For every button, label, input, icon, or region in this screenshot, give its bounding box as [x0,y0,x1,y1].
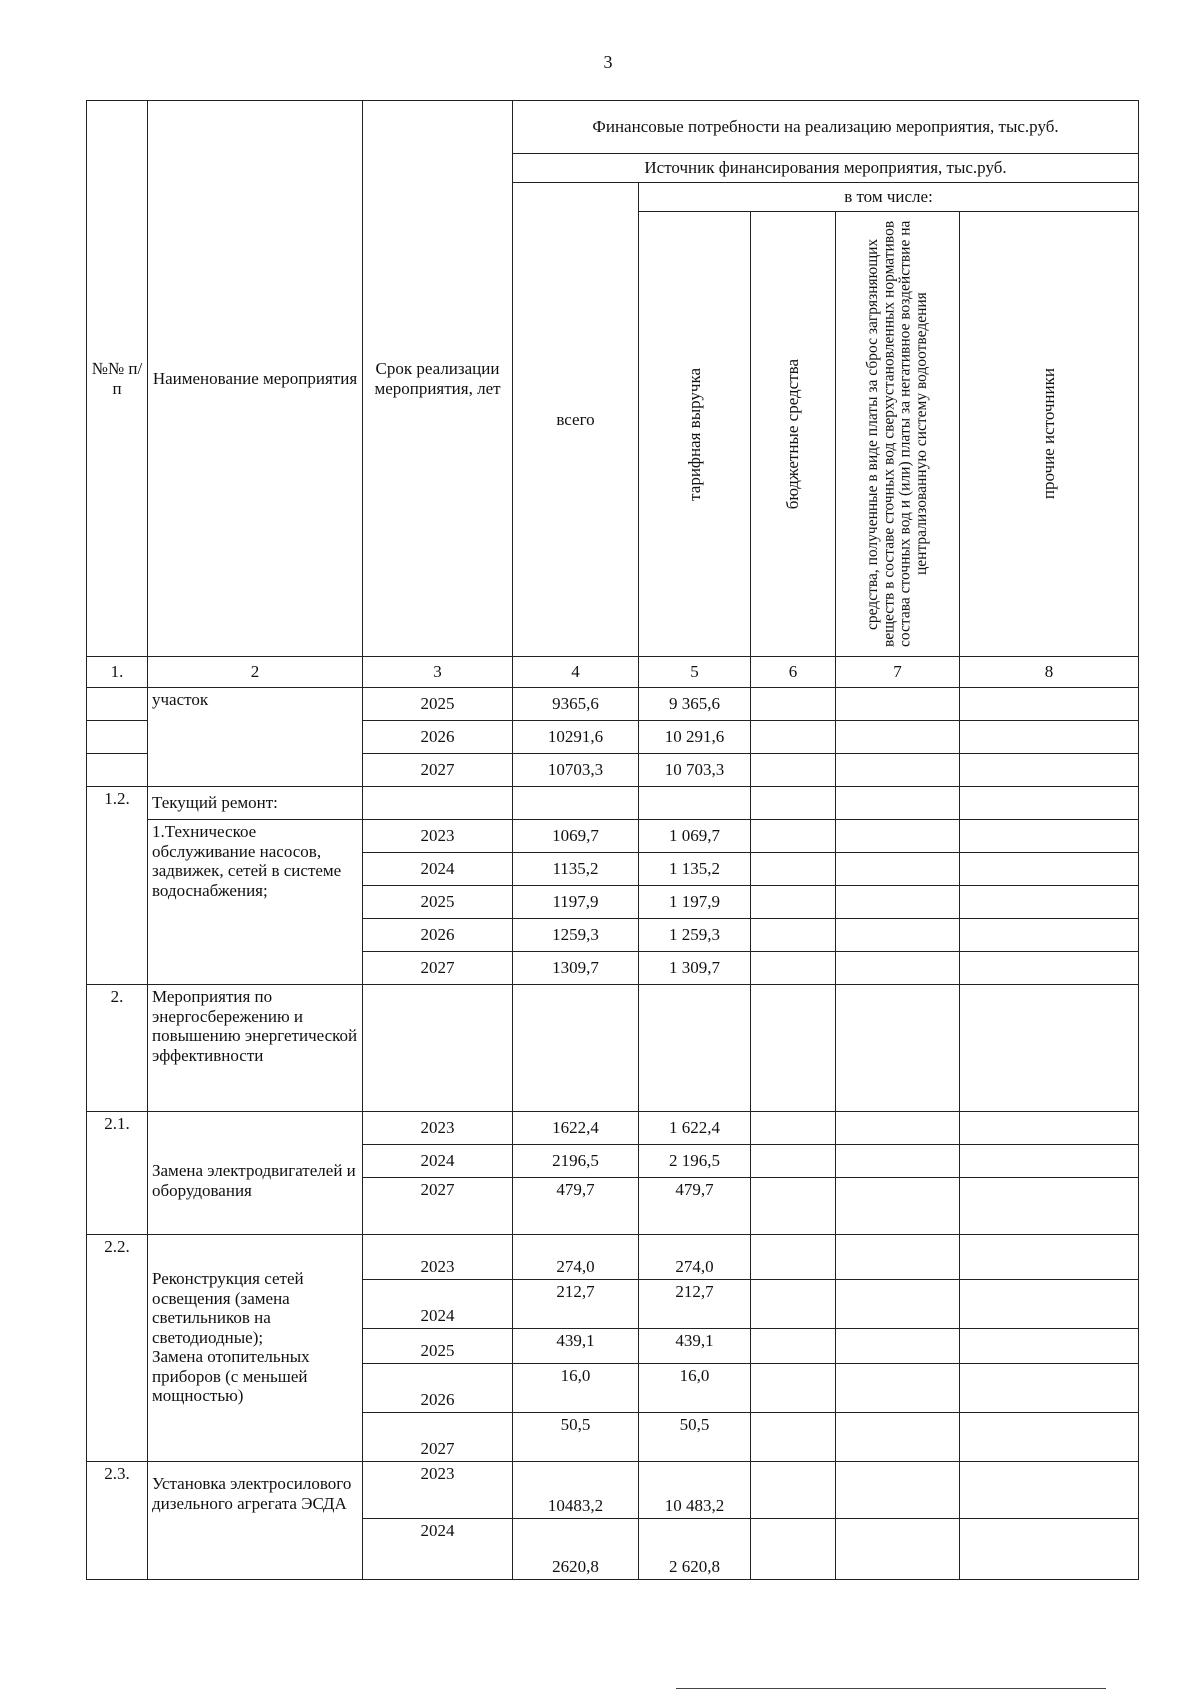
total-cell: 1622,4 [513,1112,639,1145]
total-cell: 10291,6 [513,721,639,754]
fees-cell [836,1519,960,1580]
other-cell [960,1462,1139,1519]
budget-cell [751,919,836,952]
total-cell: 50,5 [513,1413,639,1462]
year-cell: 2027 [363,1413,513,1462]
total-cell: 16,0 [513,1364,639,1413]
budget-cell [751,1329,836,1364]
other-cell [960,1329,1139,1364]
col-term-header: Срок реализации мероприятия, лет [363,101,513,657]
fees-cell [836,1329,960,1364]
col-no-4: 4 [513,657,639,688]
col-no-1: 1. [87,657,148,688]
table-row [87,985,1139,1112]
year-cell: 2027 [363,952,513,985]
fees-cell [836,1280,960,1329]
fees-cell [836,919,960,952]
table-row [87,688,1139,721]
total-header: всего [513,183,639,657]
other-cell [960,1145,1139,1178]
year-cell: 2024 [363,1519,513,1580]
fees-cell [836,952,960,985]
name-cell: Мероприятия по энергосбережению и повышению энергетической эффективности [148,985,363,1112]
page-number: 3 [603,52,613,72]
fees-cell [836,721,960,754]
fees-cell [836,688,960,721]
header-row-1 [87,101,1139,154]
tariff-cell: 1 309,7 [639,952,751,985]
budget-cell [751,688,836,721]
name-part-b: Замена отопительных приборов (с меньшей мощностью) [152,1347,310,1406]
year-cell [363,787,513,820]
col-no-5: 5 [639,657,751,688]
other-cell [960,1364,1139,1413]
tariff-cell: 1 259,3 [639,919,751,952]
fees-cell [836,1413,960,1462]
num-cell: 1.2. [87,787,148,985]
year-cell: 2025 [363,688,513,721]
tariff-cell: 2 620,8 [639,1519,751,1580]
table-row [87,820,1139,853]
other-header-text: прочие источники [1039,368,1059,500]
tariff-cell: 50,5 [639,1413,751,1462]
tariff-cell [639,787,751,820]
num-cell [87,688,148,721]
num-cell: 2. [87,985,148,1112]
num-cell [87,754,148,787]
budget-cell [751,1280,836,1329]
other-cell [960,985,1139,1112]
total-cell: 274,0 [513,1235,639,1280]
tariff-cell: 16,0 [639,1364,751,1413]
num-cell: 2.3. [87,1462,148,1580]
in-that-header: в том числе: [639,183,1139,212]
name-cell: участок [148,688,363,787]
tariff-cell: 9 365,6 [639,688,751,721]
col-no-2: 2 [148,657,363,688]
fees-header-text: средства, полученные в виде платы за сброс загрязняющих веществ в составе сточных вод сверхустановленных нормативов состава сточных вод и (или) платы за негативное воздействие на централизованную систему водоотведения [863,220,930,648]
year-cell [363,985,513,1112]
year-cell: 2025 [363,1329,513,1364]
year-cell: 2023 [363,820,513,853]
other-cell [960,886,1139,919]
budget-cell [751,1462,836,1519]
budget-cell [751,1145,836,1178]
other-cell [960,1413,1139,1462]
other-cell [960,1112,1139,1145]
total-cell: 2620,8 [513,1519,639,1580]
footer-rule [676,1688,1106,1689]
total-cell: 2196,5 [513,1145,639,1178]
fees-cell [836,1364,960,1413]
budget-cell [751,1364,836,1413]
col-name-header: Наименование мероприятия [148,101,363,657]
num-cell [87,721,148,754]
total-cell [513,985,639,1112]
budget-cell [751,1235,836,1280]
budget-cell [751,1519,836,1580]
name-cell: Замена электродвигателей и оборудования [148,1112,363,1235]
total-cell: 1197,9 [513,886,639,919]
fees-cell [836,1178,960,1235]
fees-cell [836,985,960,1112]
budget-cell [751,886,836,919]
year-cell: 2024 [363,853,513,886]
fees-cell [836,754,960,787]
other-cell [960,820,1139,853]
tariff-cell: 274,0 [639,1235,751,1280]
fees-cell [836,787,960,820]
table-row [87,787,1139,820]
year-cell: 2026 [363,919,513,952]
budget-cell [751,853,836,886]
name-cell: Текущий ремонт: [148,787,363,820]
total-cell: 479,7 [513,1178,639,1235]
budget-cell [751,952,836,985]
fees-header [836,212,960,657]
name-cell: Установка электросилового дизельного агрегата ЭСДА [148,1462,363,1580]
tariff-cell [639,985,751,1112]
year-cell: 2027 [363,1178,513,1235]
year-cell: 2025 [363,886,513,919]
fees-cell [836,1112,960,1145]
total-cell: 212,7 [513,1280,639,1329]
budget-cell [751,1178,836,1235]
source-header: Источник финансирования мероприятия, тыс.руб. [513,154,1139,183]
total-cell [513,787,639,820]
budget-header-text: бюджетные средства [783,358,803,510]
total-cell: 10483,2 [513,1462,639,1519]
other-cell [960,688,1139,721]
tariff-cell: 439,1 [639,1329,751,1364]
name-cell [148,1235,363,1462]
other-cell [960,787,1139,820]
budget-cell [751,754,836,787]
other-cell [960,1280,1139,1329]
tariff-header [639,212,751,657]
year-cell: 2024 [363,1280,513,1329]
tariff-cell: 1 135,2 [639,853,751,886]
tariff-cell: 10 703,3 [639,754,751,787]
fees-cell [836,1235,960,1280]
budget-cell [751,820,836,853]
name-part-a: Реконструкция сетей освещения (замена светильников на светодиодные); [152,1269,304,1347]
tariff-cell: 1 197,9 [639,886,751,919]
num-cell: 2.1. [87,1112,148,1235]
table-row [87,1462,1139,1519]
other-cell [960,853,1139,886]
financing-table [86,100,1139,1580]
table-row [87,1235,1139,1280]
total-cell: 1259,3 [513,919,639,952]
tariff-cell: 10 291,6 [639,721,751,754]
fees-cell [836,1462,960,1519]
year-cell: 2027 [363,754,513,787]
col-no-8: 8 [960,657,1139,688]
tariff-cell: 1 622,4 [639,1112,751,1145]
total-cell: 10703,3 [513,754,639,787]
budget-cell [751,1112,836,1145]
tariff-cell: 212,7 [639,1280,751,1329]
other-cell [960,721,1139,754]
budget-cell [751,1413,836,1462]
budget-cell [751,721,836,754]
tariff-cell: 2 196,5 [639,1145,751,1178]
other-cell [960,919,1139,952]
total-cell: 1135,2 [513,853,639,886]
col-number-header: №№ п/п [87,101,148,657]
col-no-7: 7 [836,657,960,688]
fees-cell [836,1145,960,1178]
budget-cell [751,985,836,1112]
num-cell: 2.2. [87,1235,148,1462]
other-cell [960,754,1139,787]
tariff-cell: 479,7 [639,1178,751,1235]
year-cell: 2023 [363,1235,513,1280]
fees-cell [836,820,960,853]
other-cell [960,1519,1139,1580]
total-cell: 1069,7 [513,820,639,853]
fees-cell [836,853,960,886]
col-no-6: 6 [751,657,836,688]
fin-needs-header: Финансовые потребности на реализацию мероприятия, тыс.руб. [513,101,1139,154]
total-cell: 9365,6 [513,688,639,721]
col-no-3: 3 [363,657,513,688]
year-cell: 2023 [363,1112,513,1145]
year-cell: 2026 [363,1364,513,1413]
year-cell: 2023 [363,1462,513,1519]
tariff-cell: 10 483,2 [639,1462,751,1519]
fees-cell [836,886,960,919]
other-cell [960,952,1139,985]
tariff-cell: 1 069,7 [639,820,751,853]
year-cell: 2026 [363,721,513,754]
other-cell [960,1235,1139,1280]
other-cell [960,1178,1139,1235]
table-row [87,1112,1139,1145]
other-header [960,212,1139,657]
total-cell: 439,1 [513,1329,639,1364]
column-numbers-row [87,657,1139,688]
budget-cell [751,787,836,820]
tariff-header-text: тарифная выручка [684,367,704,501]
budget-header [751,212,836,657]
year-cell: 2024 [363,1145,513,1178]
name-cell: 1.Техническое обслуживание насосов, задвижек, сетей в системе водоснабжения; [148,820,363,985]
total-cell: 1309,7 [513,952,639,985]
